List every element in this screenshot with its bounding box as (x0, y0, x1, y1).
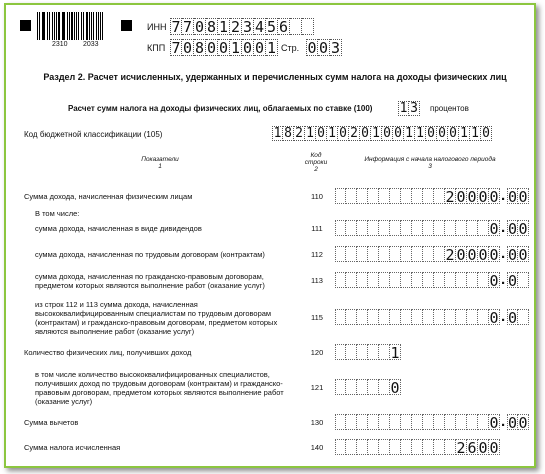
digit-cell (346, 220, 357, 236)
digit-cell: 0 (489, 439, 499, 457)
row-code: 112 (311, 250, 323, 259)
barcode-bar (47, 12, 49, 40)
value-field-113[interactable] (335, 272, 500, 288)
digit-cell (423, 220, 434, 236)
digit-cell (401, 309, 412, 325)
barcode-bar (71, 12, 72, 40)
digit-cell (401, 220, 412, 236)
value-field-110[interactable] (335, 188, 500, 204)
digit-cell (379, 344, 390, 360)
digit-cell (467, 272, 478, 288)
decimal-point: . (501, 413, 506, 430)
digit-cell (335, 272, 346, 288)
barcode-bar (43, 12, 44, 40)
digit-cell: 2 (445, 246, 455, 264)
digit-cell (357, 309, 368, 325)
digit-cell (368, 344, 379, 360)
digit-cell (478, 220, 489, 236)
value-field-121[interactable] (335, 379, 401, 395)
digit-cell (467, 309, 478, 325)
fraction-field-113[interactable] (507, 272, 529, 288)
digit-cell (346, 439, 357, 455)
digit-cell (423, 188, 434, 204)
digit-cell (423, 246, 434, 262)
fraction-field-110[interactable] (507, 188, 529, 204)
row-code: 130 (310, 418, 324, 427)
digit-cell: 0 (489, 220, 499, 238)
digit-cell (423, 309, 434, 325)
digit-cell: 3 (330, 39, 341, 57)
value-field-140[interactable] (335, 439, 500, 455)
digit-cell (346, 414, 357, 430)
digit-cell (412, 188, 423, 204)
column-header-info: Информация с начала налогового периода 3 (364, 156, 496, 170)
digit-cell (368, 246, 379, 262)
digit-cell: 1 (305, 126, 316, 141)
digit-cell: 1 (266, 39, 277, 57)
rate-label: Расчет сумм налога на доходы физических лиц, облагаемых по ставке (100) (68, 104, 373, 113)
digit-cell: 0 (456, 188, 466, 206)
digit-cell: 0 (518, 246, 528, 264)
digit-cell (379, 379, 390, 395)
digit-cell (412, 246, 423, 262)
digit-cell (390, 414, 401, 430)
digit-cell: 0 (508, 309, 518, 327)
digit-cell (357, 272, 368, 288)
digit-cell: 2 (349, 126, 360, 141)
barcode-bar (74, 12, 75, 40)
barcode-bar (76, 12, 77, 40)
rate-unit: процентов (430, 104, 469, 113)
digit-cell (434, 220, 445, 236)
digit-cell (412, 272, 423, 288)
digit-cell (368, 220, 379, 236)
digit-cell (357, 414, 368, 430)
value-field-111[interactable] (335, 220, 500, 236)
value-field-112[interactable] (335, 246, 500, 262)
digit-cell (357, 439, 368, 455)
digit-cell: 0 (382, 126, 393, 141)
digit-cell: 0 (194, 18, 205, 36)
digit-cell: 0 (467, 188, 477, 206)
digit-cell: 0 (218, 39, 229, 57)
digit-cell: 0 (390, 379, 400, 397)
decimal-point: . (501, 271, 506, 288)
kpp-field[interactable] (170, 39, 278, 56)
digit-cell (390, 246, 401, 262)
digit-cell: 3 (409, 101, 420, 116)
digit-cell (379, 309, 390, 325)
digit-cell: 0 (518, 220, 528, 238)
digit-cell (445, 414, 456, 430)
digit-cell: 0 (467, 246, 477, 264)
digit-cell (346, 272, 357, 288)
digit-cell: 2 (445, 188, 455, 206)
barcode-bar (86, 12, 88, 40)
digit-cell (290, 18, 302, 35)
value-field-115[interactable] (335, 309, 500, 325)
barcode-bar (93, 12, 94, 40)
digit-cell: 0 (426, 126, 437, 141)
digit-cell (335, 309, 346, 325)
digit-cell: 4 (254, 18, 265, 36)
barcode-bar (62, 12, 63, 40)
digit-cell (379, 220, 390, 236)
barcode (37, 12, 105, 40)
row-label: Сумма дохода, начисленная физическим лицам (24, 192, 193, 201)
digit-cell: 2 (230, 18, 241, 36)
digit-cell: 7 (171, 39, 181, 57)
digit-cell: 0 (206, 39, 217, 57)
digit-cell (390, 309, 401, 325)
kbk-label: Код бюджетной классификации (105) (24, 130, 163, 139)
digit-cell: 8 (283, 126, 294, 141)
digit-cell (434, 188, 445, 204)
digit-cell (434, 309, 445, 325)
row-code: 115 (311, 313, 323, 322)
barcode-bar (69, 12, 70, 40)
digit-cell (379, 439, 390, 455)
digit-cell: 0 (508, 272, 518, 290)
digit-cell: 0 (518, 188, 528, 206)
barcode-bar (37, 12, 38, 40)
barcode-bar (56, 12, 57, 40)
digit-cell (423, 272, 434, 288)
barcode-bar (63, 12, 65, 40)
digit-cell: 7 (182, 18, 193, 36)
digit-cell (456, 220, 467, 236)
row-code: 140 (310, 443, 324, 452)
digit-cell (423, 414, 434, 430)
digit-cell: 2 (456, 439, 466, 457)
digit-cell (357, 379, 368, 395)
digit-cell: 0 (508, 414, 518, 432)
value-field-120[interactable] (335, 344, 401, 360)
digit-cell: 0 (448, 126, 459, 141)
digit-cell: 1 (404, 126, 415, 141)
digit-cell: 1 (230, 39, 241, 57)
digit-cell (423, 439, 434, 455)
digit-cell (401, 188, 412, 204)
digit-cell (379, 272, 390, 288)
digit-cell: 2 (294, 126, 305, 141)
fraction-field-112[interactable] (507, 246, 529, 262)
digit-cell: 1 (371, 126, 382, 141)
digit-cell (467, 220, 478, 236)
row-code: 111 (311, 224, 323, 233)
digit-cell: 0 (489, 309, 499, 327)
digit-cell (379, 414, 390, 430)
digit-cell (335, 414, 346, 430)
digit-cell: 6 (467, 439, 477, 457)
digit-cell (379, 188, 390, 204)
barcode-bar (42, 12, 43, 40)
row-code: 113 (311, 276, 323, 285)
row-code: 110 (311, 192, 323, 201)
digit-cell (445, 220, 456, 236)
digit-cell (335, 220, 346, 236)
digit-cell: 8 (194, 39, 205, 57)
digit-cell (401, 414, 412, 430)
barcode-bar (67, 12, 68, 40)
digit-cell (368, 272, 379, 288)
inn-field[interactable] (170, 18, 314, 35)
digit-cell (412, 220, 423, 236)
row-code: 121 (310, 383, 324, 392)
digit-cell: 0 (489, 246, 499, 264)
row-label: Сумма вычетов (24, 418, 79, 427)
digit-cell (401, 246, 412, 262)
value-field-130[interactable] (335, 414, 500, 430)
digit-cell (368, 309, 379, 325)
digit-cell (445, 272, 456, 288)
digit-cell: 0 (182, 39, 193, 57)
digit-cell (401, 272, 412, 288)
digit-cell: 1 (470, 126, 481, 141)
decimal-point: . (501, 187, 506, 204)
row-label: Сумма налога исчисленная (24, 443, 121, 452)
digit-cell: 0 (478, 246, 488, 264)
digit-cell: 0 (242, 39, 253, 57)
digit-cell (335, 344, 346, 360)
digit-cell (368, 439, 379, 455)
digit-cell (434, 246, 445, 262)
digit-cell (346, 188, 357, 204)
rate-field[interactable] (398, 101, 420, 116)
digit-cell: 0 (508, 220, 518, 238)
digit-cell (368, 379, 379, 395)
digit-cell (412, 309, 423, 325)
digit-cell (368, 414, 379, 430)
registration-marker-right (121, 20, 132, 31)
digit-cell: 0 (338, 126, 349, 141)
digit-cell: 1 (399, 101, 408, 116)
barcode-number-left: 2310 (52, 41, 68, 48)
fraction-field-130[interactable] (507, 414, 529, 430)
digit-cell (390, 188, 401, 204)
digit-cell: 0 (437, 126, 448, 141)
digit-cell (478, 309, 489, 325)
barcode-number-right: 2033 (83, 41, 99, 48)
digit-cell (456, 414, 467, 430)
digit-cell (456, 309, 467, 325)
barcode-bar (100, 12, 101, 40)
row-label: В том числе: (35, 209, 80, 218)
digit-cell: 5 (266, 18, 277, 36)
digit-cell (346, 344, 357, 360)
barcode-bar (49, 12, 50, 40)
section-title: Раздел 2. Расчет исчисленных, удержанных и перечисленных сумм налога на доходы физических лиц (43, 72, 507, 82)
barcode-bar (102, 12, 103, 40)
digit-cell (302, 18, 314, 35)
decimal-point: . (501, 245, 506, 262)
barcode-bar (91, 12, 92, 40)
digit-cell (434, 439, 445, 455)
digit-cell (335, 379, 346, 395)
barcode-bar (81, 12, 82, 40)
kpp-label: КПП (147, 43, 166, 53)
digit-cell: 1 (390, 344, 400, 362)
decimal-point: . (501, 308, 506, 325)
row-label: Количество физических лиц, получивших доход (24, 348, 192, 357)
digit-cell (478, 414, 489, 430)
digit-cell: 0 (489, 188, 499, 206)
digit-cell (335, 188, 346, 204)
fraction-field-111[interactable] (507, 220, 529, 236)
column-header-code: Код строки 2 (304, 152, 328, 173)
digit-cell: 3 (242, 18, 253, 36)
digit-cell: 0 (456, 246, 466, 264)
digit-cell: 0 (489, 272, 499, 290)
digit-cell (518, 272, 529, 288)
digit-cell (368, 188, 379, 204)
digit-cell: 0 (481, 126, 492, 141)
kbk-field[interactable] (272, 126, 492, 141)
barcode-bar (39, 12, 40, 40)
digit-cell (401, 439, 412, 455)
row-label: в том числе количество высококвалифицированных специалистов, получивших доход по трудовым договорам (контрактам) и гражданско-правовым договорам, предметом которых являются выполнение работ (оказание услуг) (35, 370, 284, 406)
digit-cell (445, 439, 456, 455)
digit-cell (390, 220, 401, 236)
digit-cell (390, 439, 401, 455)
digit-cell: 1 (415, 126, 426, 141)
digit-cell: 0 (254, 39, 265, 57)
digit-cell (518, 309, 529, 325)
digit-cell (478, 272, 489, 288)
row-code: 120 (310, 348, 324, 357)
digit-cell: 7 (171, 18, 181, 36)
column-header-indicators: Показатели 1 (141, 156, 179, 170)
decimal-point: . (501, 219, 506, 236)
digit-cell: 1 (273, 126, 282, 141)
inn-label: ИНН (147, 22, 167, 32)
barcode-bar (98, 12, 99, 40)
digit-cell (412, 414, 423, 430)
barcode-bar (58, 12, 59, 40)
barcode-bar (78, 12, 79, 40)
digit-cell (379, 246, 390, 262)
barcode-bar (83, 12, 84, 40)
digit-cell (467, 414, 478, 430)
digit-cell (390, 272, 401, 288)
row-label: сумма дохода, начисленная в виде дивидендов (35, 224, 202, 233)
barcode-bar (52, 12, 53, 40)
digit-cell: 0 (478, 188, 488, 206)
digit-cell (357, 344, 368, 360)
digit-cell: 1 (459, 126, 470, 141)
digit-cell (335, 439, 346, 455)
digit-cell: 0 (508, 188, 518, 206)
barcode-bar (96, 12, 97, 40)
digit-cell: 0 (318, 39, 329, 57)
digit-cell (434, 414, 445, 430)
digit-cell: 8 (206, 18, 217, 36)
page-number-field[interactable] (306, 39, 342, 56)
barcode-bar (54, 12, 55, 40)
digit-cell: 1 (218, 18, 229, 36)
digit-cell: 0 (518, 414, 528, 432)
digit-cell (445, 309, 456, 325)
row-label: сумма дохода, начисленная по гражданско-правовым договорам, предметом которых являются выполнение работ (оказание услуг) (35, 272, 265, 290)
digit-cell (346, 379, 357, 395)
digit-cell: 0 (393, 126, 404, 141)
digit-cell: 0 (360, 126, 371, 141)
digit-cell (456, 272, 467, 288)
digit-cell: 1 (327, 126, 338, 141)
digit-cell (412, 439, 423, 455)
digit-cell: 0 (307, 39, 317, 57)
digit-cell: 0 (508, 246, 518, 264)
digit-cell: 0 (316, 126, 327, 141)
row-label: из строк 112 и 113 сумма дохода, начисленная высококвалифицированным специалистам по трудовым договорам (контрактам) и гражданско-правовым договорам, предметом которых являются выполнение работ (оказание услуг) (35, 300, 278, 336)
page-label: Стр. (281, 43, 300, 53)
digit-cell (346, 309, 357, 325)
digit-cell (357, 220, 368, 236)
digit-cell: 6 (278, 18, 289, 36)
registration-marker-left (20, 20, 31, 31)
barcode-bar (89, 12, 90, 40)
digit-cell (357, 246, 368, 262)
digit-cell (346, 246, 357, 262)
digit-cell (357, 188, 368, 204)
row-label: сумма дохода, начисленная по трудовым договорам (контрактам) (35, 250, 265, 259)
fraction-field-115[interactable] (507, 309, 529, 325)
digit-cell: 0 (478, 439, 488, 457)
digit-cell (335, 246, 346, 262)
digit-cell (434, 272, 445, 288)
digit-cell: 0 (489, 414, 499, 432)
